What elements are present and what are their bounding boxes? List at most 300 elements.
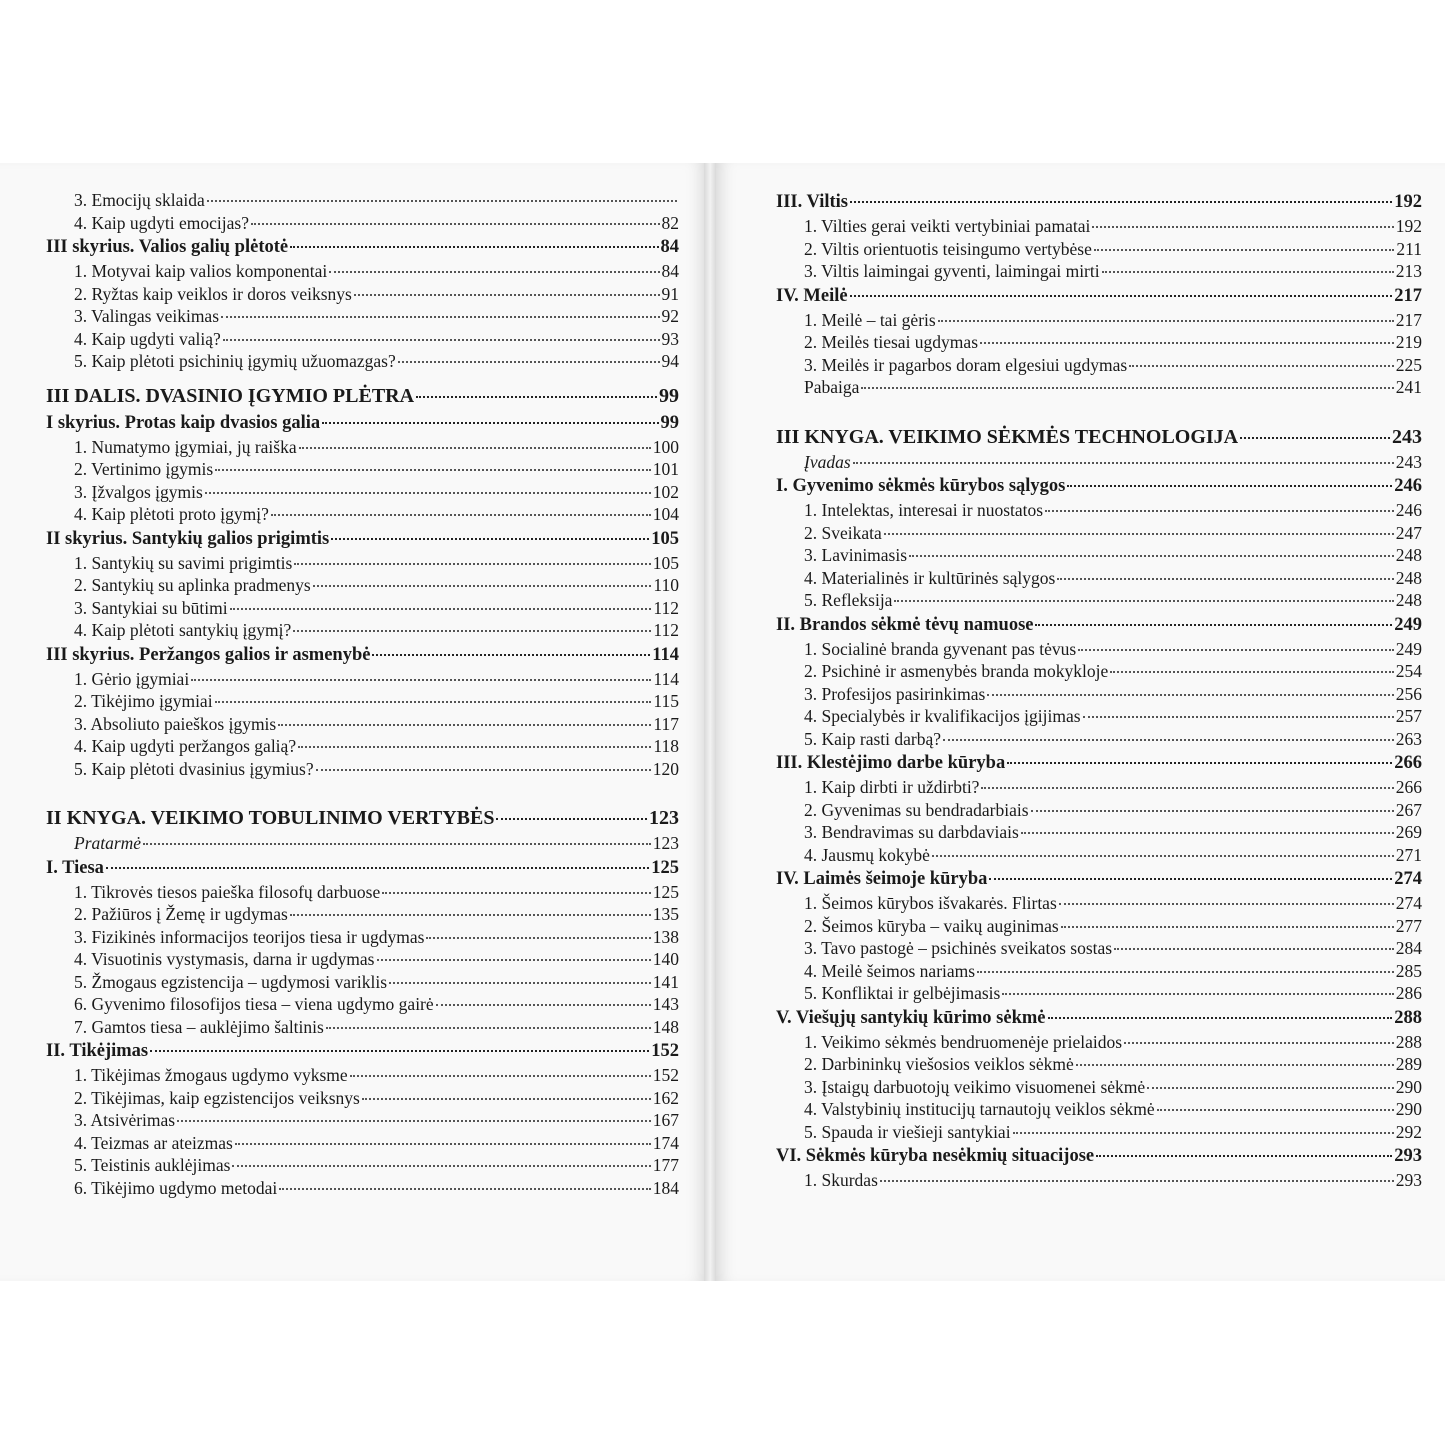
toc-entry-title: 3. Meilės ir pagarbos doram elgesiui ugdymas xyxy=(804,354,1128,375)
toc-heading xyxy=(46,383,679,410)
toc-page-number: 92 xyxy=(661,306,679,326)
toc-entry xyxy=(776,1076,1422,1099)
toc-page-number: 99 xyxy=(659,384,679,407)
toc-entry xyxy=(46,189,679,212)
dot-leader xyxy=(1067,485,1392,487)
toc-page-number: 167 xyxy=(652,1110,679,1130)
toc-page-number: 152 xyxy=(652,1065,679,1085)
toc-page-number: 274 xyxy=(1394,869,1422,889)
dot-leader xyxy=(1048,1017,1393,1019)
dot-leader xyxy=(1057,578,1393,580)
dot-leader xyxy=(290,246,658,248)
toc-entry-title: 5. Konfliktai ir gelbėjimasis xyxy=(804,983,1001,1003)
toc-entry xyxy=(776,1098,1422,1121)
toc-entry xyxy=(776,728,1422,751)
toc-entry xyxy=(776,589,1422,612)
toc-page-number: 246 xyxy=(1394,476,1422,496)
toc-entry xyxy=(46,735,679,758)
dot-leader xyxy=(989,878,1392,880)
toc-entry-title: III skyrius. Valios galių plėtotė xyxy=(46,237,289,257)
toc-page-number: 192 xyxy=(1394,192,1422,212)
dot-leader xyxy=(1078,649,1394,651)
toc-page-number: 257 xyxy=(1395,706,1422,726)
toc-page-number: 217 xyxy=(1394,285,1422,306)
toc-page-number: 123 xyxy=(649,807,679,829)
toc-page-number: 125 xyxy=(652,881,679,902)
dot-leader xyxy=(143,843,651,845)
toc-page-number: 249 xyxy=(1395,638,1422,659)
toc-page-number: 117 xyxy=(653,713,679,734)
toc-page-number: 290 xyxy=(1395,1076,1422,1097)
dot-leader xyxy=(223,339,660,341)
toc-entry xyxy=(46,458,679,481)
toc-entry xyxy=(46,668,679,691)
toc-entry-title: 2. Viltis orientuotis teisingumo vertybėse xyxy=(804,238,1092,259)
toc-page-number: 192 xyxy=(1395,216,1422,236)
dot-leader xyxy=(290,914,651,916)
toc-entry xyxy=(776,544,1422,567)
toc-entry-title: 3. Įžvalgos įgymis xyxy=(74,481,203,502)
toc-entry-title: 4. Materialinės ir kultūrinės sąlygos xyxy=(804,567,1056,588)
toc-entry-title: 4. Visuotinis vystymasis, darna ir ugdymas xyxy=(74,949,375,969)
toc-entry-title: 6. Gyvenimo filosofijos tiesa – viena ugdymo gairė xyxy=(74,994,434,1014)
toc-page-number: 290 xyxy=(1395,1099,1422,1119)
toc-entry xyxy=(776,821,1422,844)
dot-leader xyxy=(1102,271,1394,273)
toc-entry xyxy=(776,892,1422,915)
toc-entry-title: 3. Atsivėrimas xyxy=(74,1110,176,1130)
toc-page-number: 84 xyxy=(661,261,679,281)
toc-entry xyxy=(46,597,679,620)
right-page xyxy=(716,163,1445,1281)
toc-entry-title: 2. Meilės tiesai ugdymas xyxy=(804,332,979,352)
toc-entry xyxy=(46,1109,679,1132)
toc-heading xyxy=(776,473,1422,499)
dot-leader xyxy=(215,469,651,471)
toc-entry-title: 5. Kaip plėtoti psichinių įgymių užuomazgas? xyxy=(74,351,396,371)
dot-leader xyxy=(230,608,652,610)
toc-page-number: 177 xyxy=(652,1155,679,1175)
dot-leader xyxy=(271,514,651,516)
toc-entry-title: Įvadas xyxy=(804,451,851,472)
dot-leader xyxy=(279,1188,651,1190)
toc-entry xyxy=(46,713,679,736)
dot-leader xyxy=(313,585,652,587)
toc-page-number: 219 xyxy=(1395,332,1422,352)
toc-heading xyxy=(776,750,1422,776)
toc-entry xyxy=(46,832,679,855)
toc-entry-title: 3. Bendravimas su darbdaviais xyxy=(804,822,1019,842)
dot-leader xyxy=(1114,948,1394,950)
dot-leader xyxy=(436,1004,651,1006)
dot-leader xyxy=(251,223,660,225)
toc-entry-title: IV. Laimės šeimoje kūryba xyxy=(776,869,988,889)
book-spread xyxy=(0,163,1445,1281)
toc-entry-title: 2. Tikėjimo įgymiai xyxy=(74,691,213,711)
toc-page-number: 105 xyxy=(652,552,679,573)
toc-entry xyxy=(46,260,679,283)
spacer xyxy=(776,399,1422,423)
toc-heading xyxy=(46,410,679,436)
toc-entry xyxy=(776,937,1422,960)
toc-page-number: 248 xyxy=(1395,567,1422,588)
toc-page-number: 288 xyxy=(1394,1007,1422,1028)
dot-leader xyxy=(1110,671,1394,673)
toc-page-number: 120 xyxy=(652,758,679,779)
toc-entry-title: I. Tiesa xyxy=(46,857,104,878)
toc-entry-title: 1. Socialinė branda gyvenant pas tėvus xyxy=(804,638,1077,659)
toc-entry xyxy=(776,499,1422,522)
toc-entry-title: 1. Santykių su savimi prigimtis xyxy=(74,552,293,573)
toc-page-number: 213 xyxy=(1395,261,1422,281)
toc-page-number: 104 xyxy=(652,504,679,524)
toc-page-number: 141 xyxy=(652,971,679,992)
toc-entry-title: 5. Kaip plėtoti dvasinius įgymius? xyxy=(74,758,314,779)
toc-entry xyxy=(776,660,1422,683)
toc-page-number: 148 xyxy=(652,1016,679,1037)
toc-entry-title: 1. Intelektas, interesai ir nuostatos xyxy=(804,500,1044,520)
dot-leader xyxy=(1124,1042,1394,1044)
dot-leader xyxy=(299,447,651,449)
toc-entry xyxy=(776,215,1422,238)
toc-entry xyxy=(46,1154,679,1177)
toc-heading xyxy=(776,283,1422,309)
toc-entry xyxy=(46,1064,679,1087)
toc-entry-title: 1. Numatymo įgymiai, jų raiška xyxy=(74,436,297,457)
toc-entry xyxy=(776,844,1422,867)
dot-leader xyxy=(1013,1132,1394,1134)
dot-leader xyxy=(1031,810,1394,812)
toc-page-number: 100 xyxy=(652,436,679,457)
toc-entry-title: 3. Įstaigų darbuotojų veikimo visuomenei sėkmė xyxy=(804,1076,1146,1097)
toc-entry xyxy=(46,619,679,642)
toc-entry xyxy=(776,331,1422,354)
toc-entry-title: 4. Kaip ugdyti valią? xyxy=(74,328,221,349)
dot-leader xyxy=(354,294,660,296)
toc-page-number: 246 xyxy=(1395,500,1422,520)
toc-entry xyxy=(776,1031,1422,1054)
toc-entry xyxy=(46,690,679,713)
toc-entry-title: 6. Tikėjimo ugdymo metodai xyxy=(74,1177,278,1198)
toc-entry-title: 4. Kaip ugdyti emocijas? xyxy=(74,212,249,233)
toc-page-number: 118 xyxy=(653,736,679,756)
dot-leader xyxy=(150,1050,649,1052)
toc-entry-title: I. Gyvenimo sėkmės kūrybos sąlygos xyxy=(776,476,1066,496)
toc-entry-title: II. Tikėjimas xyxy=(46,1041,149,1061)
dot-leader xyxy=(1045,510,1394,512)
dot-leader xyxy=(398,361,660,363)
dot-leader xyxy=(331,538,649,540)
toc-entry-title: 1. Vilties gerai veikti vertybiniai pamatai xyxy=(804,216,1091,236)
toc-entry-title: 3. Absoliuto paieškos įgymis xyxy=(74,713,277,734)
toc-page-number: 285 xyxy=(1395,960,1422,981)
dot-leader xyxy=(1157,1109,1394,1111)
toc-entry-title: II KNYGA. VEIKIMO TOBULINIMO VERTYBĖS xyxy=(46,807,495,829)
toc-entry-title: III DALIS. DVASINIO ĮGYMIO PLĖTRA xyxy=(46,384,415,407)
toc-page-number: 84 xyxy=(660,237,679,257)
toc-page-number: 115 xyxy=(653,691,679,711)
dot-leader xyxy=(1076,1064,1394,1066)
toc-page-number: 112 xyxy=(653,597,679,618)
dot-leader xyxy=(1061,926,1394,928)
dot-leader xyxy=(1035,624,1392,626)
toc-page-number: 123 xyxy=(652,833,679,853)
toc-page-number: 225 xyxy=(1395,354,1422,375)
toc-page-number: 271 xyxy=(1395,844,1422,865)
dot-leader xyxy=(850,201,1392,203)
toc-page-number: 102 xyxy=(652,481,679,502)
toc-entry xyxy=(46,881,679,904)
dot-leader xyxy=(909,555,1394,557)
dot-leader xyxy=(382,892,651,894)
toc-entry xyxy=(46,1087,679,1110)
toc-entry-title: 2. Pažiūros į Žemę ir ugdymas xyxy=(74,904,288,924)
toc-heading xyxy=(776,866,1422,892)
toc-entry-title: 2. Darbininkų viešosios veiklos sėkmė xyxy=(804,1054,1074,1074)
toc-entry-title: 4. Kaip plėtoti proto įgymį? xyxy=(74,504,269,524)
toc-entry-title: Pabaiga xyxy=(804,377,860,397)
toc-entry-title: 2. Vertinimo įgymis xyxy=(74,459,214,479)
toc-entry xyxy=(46,1177,679,1200)
spacer xyxy=(46,780,679,804)
dot-leader xyxy=(932,855,1394,857)
toc-entry-title: 2. Šeimos kūryba – vaikų auginimas xyxy=(804,915,1059,936)
toc-entry-title: 3. Fizikinės informacijos teorijos tiesa ir ugdymas xyxy=(74,926,425,947)
dot-leader xyxy=(372,654,650,656)
dot-leader xyxy=(977,971,1394,973)
toc-page-number: 277 xyxy=(1395,915,1422,936)
toc-page-number: 249 xyxy=(1394,614,1422,635)
toc-entry-title: 1. Tikėjimas žmogaus ugdymo vyksme xyxy=(74,1065,348,1085)
dot-leader xyxy=(389,982,651,984)
toc-entry xyxy=(46,993,679,1016)
dot-leader xyxy=(362,1098,651,1100)
toc-entry xyxy=(46,212,679,235)
left-page xyxy=(0,163,706,1281)
toc-page-number: 112 xyxy=(653,620,679,640)
toc-entry xyxy=(776,915,1422,938)
dot-leader xyxy=(294,563,650,565)
dot-leader xyxy=(1059,903,1394,905)
toc-page-number: 243 xyxy=(1392,425,1422,448)
toc-page-number: 114 xyxy=(653,668,679,689)
toc-entry xyxy=(46,1016,679,1039)
dot-leader xyxy=(943,739,1394,741)
toc-entry-title: 1. Motyvai kaip valios komponentai xyxy=(74,261,328,281)
dot-leader xyxy=(235,1143,651,1145)
dot-leader xyxy=(987,694,1393,696)
toc-entry-title: 2. Sveikata xyxy=(804,522,882,543)
dot-leader xyxy=(426,937,650,939)
toc-entry-title: 7. Gamtos tiesa – auklėjimo šaltinis xyxy=(74,1016,324,1037)
toc-page-number: 140 xyxy=(652,949,679,969)
toc-page-number: 269 xyxy=(1395,822,1422,842)
toc-page-number: 217 xyxy=(1395,309,1422,330)
toc-entry-title: 4. Jausmų kokybė xyxy=(804,844,930,865)
dot-leader xyxy=(215,701,652,703)
toc-entry-title: III KNYGA. VEIKIMO SĖKMĖS TECHNOLOGIJA xyxy=(776,425,1239,448)
dot-leader xyxy=(1021,832,1394,834)
toc-page-number: 94 xyxy=(661,351,679,371)
toc-entry-title: II. Brandos sėkmė tėvų namuose xyxy=(776,614,1034,635)
dot-leader xyxy=(177,1120,651,1122)
toc-heading xyxy=(776,189,1422,215)
toc-heading xyxy=(46,234,679,260)
toc-entry-title: 1. Meilė – tai gėris xyxy=(804,309,936,330)
dot-leader xyxy=(880,1180,1394,1182)
toc-entry-title: 3. Tavo pastogė – psichinės sveikatos sostas xyxy=(804,938,1113,958)
toc-page-number: 99 xyxy=(660,412,679,433)
toc-page-number: 248 xyxy=(1395,590,1422,610)
toc-entry xyxy=(46,328,679,351)
toc-page-number: 247 xyxy=(1395,522,1422,543)
toc-heading xyxy=(776,423,1422,451)
toc-entry-title: 5. Žmogaus egzistencija – ugdymosi variklis xyxy=(74,971,388,992)
table-of-contents-right xyxy=(776,189,1422,1192)
toc-entry xyxy=(776,683,1422,706)
toc-page-number: 138 xyxy=(652,926,679,947)
toc-entry xyxy=(776,567,1422,590)
toc-page-number: 266 xyxy=(1394,753,1422,773)
toc-entry-title: III skyrius. Peržangos galios ir asmenybė xyxy=(46,644,371,665)
toc-page-number: 286 xyxy=(1395,983,1422,1003)
toc-entry xyxy=(776,260,1422,283)
toc-entry xyxy=(46,481,679,504)
toc-page-number: 135 xyxy=(652,904,679,924)
toc-entry xyxy=(776,776,1422,799)
dot-leader xyxy=(1129,365,1394,367)
toc-entry xyxy=(46,903,679,926)
toc-page-number: 91 xyxy=(661,283,679,304)
toc-page-number: 184 xyxy=(652,1177,679,1198)
toc-page-number: 266 xyxy=(1395,777,1422,797)
toc-entry xyxy=(776,799,1422,822)
toc-entry-title: 2. Psichinė ir asmenybės branda mokykloje xyxy=(804,661,1109,681)
dot-leader xyxy=(293,630,651,632)
toc-entry-title: 1. Gėrio įgymiai xyxy=(74,668,190,689)
dot-leader xyxy=(1083,716,1394,718)
dot-leader xyxy=(1002,993,1393,995)
toc-entry-title: IV. Meilė xyxy=(776,285,848,306)
dot-leader xyxy=(232,1165,650,1167)
toc-entry-title: 5. Teistinis auklėjimas xyxy=(74,1155,231,1175)
toc-page-number: 174 xyxy=(652,1132,679,1153)
dot-leader xyxy=(884,533,1394,535)
dot-leader xyxy=(207,200,677,202)
toc-page-number: 243 xyxy=(1395,451,1422,472)
toc-page-number: 263 xyxy=(1395,728,1422,749)
toc-heading xyxy=(46,642,679,668)
toc-entry xyxy=(776,638,1422,661)
toc-entry xyxy=(776,1053,1422,1076)
toc-entry xyxy=(776,522,1422,545)
toc-page-number: 293 xyxy=(1395,1170,1422,1190)
toc-entry-title: II skyrius. Santykių galios prigimtis xyxy=(46,528,330,549)
toc-entry xyxy=(776,982,1422,1005)
toc-page-number: 82 xyxy=(661,212,679,233)
toc-entry xyxy=(776,960,1422,983)
dot-leader xyxy=(894,600,1393,602)
toc-page-number: 248 xyxy=(1395,545,1422,565)
toc-entry-title: Pratarmė xyxy=(74,833,142,853)
toc-entry-title: 3. Emocijų sklaida xyxy=(74,190,205,210)
toc-page-number: 162 xyxy=(652,1087,679,1108)
toc-entry-title: 1. Veikimo sėkmės bendruomenėje prielaidos xyxy=(804,1031,1123,1052)
toc-entry-title: 4. Meilė šeimos nariams xyxy=(804,960,976,981)
toc-page-number: 267 xyxy=(1395,799,1422,820)
toc-page-number: 93 xyxy=(661,328,679,349)
toc-entry-title: III. Klestėjimo darbe kūryba xyxy=(776,753,1006,773)
dot-leader xyxy=(981,787,1393,789)
dot-leader xyxy=(278,724,651,726)
toc-entry xyxy=(776,238,1422,261)
toc-page-number: 125 xyxy=(651,857,679,878)
dot-leader xyxy=(329,271,659,273)
toc-page-number: 101 xyxy=(652,459,679,479)
toc-entry-title: 4. Teizmas ar ateizmas xyxy=(74,1132,233,1153)
toc-page-number: 241 xyxy=(1395,377,1422,397)
dot-leader xyxy=(416,396,657,398)
toc-entry-title: 3. Viltis laimingai gyventi, laimingai mirti xyxy=(804,261,1100,281)
toc-entry-title: 5. Spauda ir viešieji santykiai xyxy=(804,1121,1011,1142)
dot-leader xyxy=(326,1027,651,1029)
dot-leader xyxy=(1147,1087,1394,1089)
toc-entry-title: 4. Kaip plėtoti santykių įgymį? xyxy=(74,620,292,640)
toc-entry xyxy=(46,552,679,575)
toc-entry xyxy=(46,926,679,949)
dot-leader xyxy=(322,422,658,424)
toc-entry xyxy=(46,1132,679,1155)
toc-entry-title: III. Viltis xyxy=(776,192,848,212)
toc-heading xyxy=(776,1005,1422,1031)
toc-entry xyxy=(776,1121,1422,1144)
toc-entry-title: 2. Santykių su aplinka pradmenys xyxy=(74,575,311,595)
dot-leader xyxy=(377,959,651,961)
toc-entry xyxy=(776,354,1422,377)
table-of-contents-left xyxy=(46,189,679,1199)
toc-heading xyxy=(46,855,679,881)
toc-entry-title: 2. Gyvenimas su bendradarbiais xyxy=(804,799,1029,820)
dot-leader xyxy=(980,342,1394,344)
dot-leader xyxy=(350,1075,651,1077)
dot-leader xyxy=(1240,437,1390,439)
toc-entry xyxy=(46,283,679,306)
toc-entry-title: I skyrius. Protas kaip dvasios galia xyxy=(46,412,321,433)
dot-leader xyxy=(1007,762,1392,764)
toc-entry-title: 5. Kaip rasti darbą? xyxy=(804,728,942,749)
toc-heading xyxy=(46,1038,679,1064)
dot-leader xyxy=(938,320,1394,322)
toc-page-number: 289 xyxy=(1395,1054,1422,1074)
toc-heading xyxy=(46,804,679,832)
toc-entry-title: V. Viešųjų santykių kūrimo sėkmė xyxy=(776,1007,1046,1028)
toc-entry xyxy=(776,376,1422,399)
toc-heading xyxy=(776,612,1422,638)
toc-page-number: 114 xyxy=(652,644,679,665)
toc-heading xyxy=(46,526,679,552)
toc-page-number: 292 xyxy=(1395,1121,1422,1142)
toc-entry-title: 2. Tikėjimas, kaip egzistencijos veiksnys xyxy=(74,1087,360,1108)
toc-entry-title: 4. Valstybinių institucijų tarnautojų veiklos sėkmė xyxy=(804,1099,1155,1119)
dot-leader xyxy=(1096,1155,1392,1157)
toc-page-number: 143 xyxy=(652,994,679,1014)
dot-leader xyxy=(298,746,651,748)
toc-entry-title: 1. Kaip dirbti ir uždirbti? xyxy=(804,777,980,797)
toc-page-number: 256 xyxy=(1395,683,1422,704)
spacer xyxy=(46,373,679,383)
dot-leader xyxy=(221,316,659,318)
dot-leader xyxy=(1092,226,1393,228)
